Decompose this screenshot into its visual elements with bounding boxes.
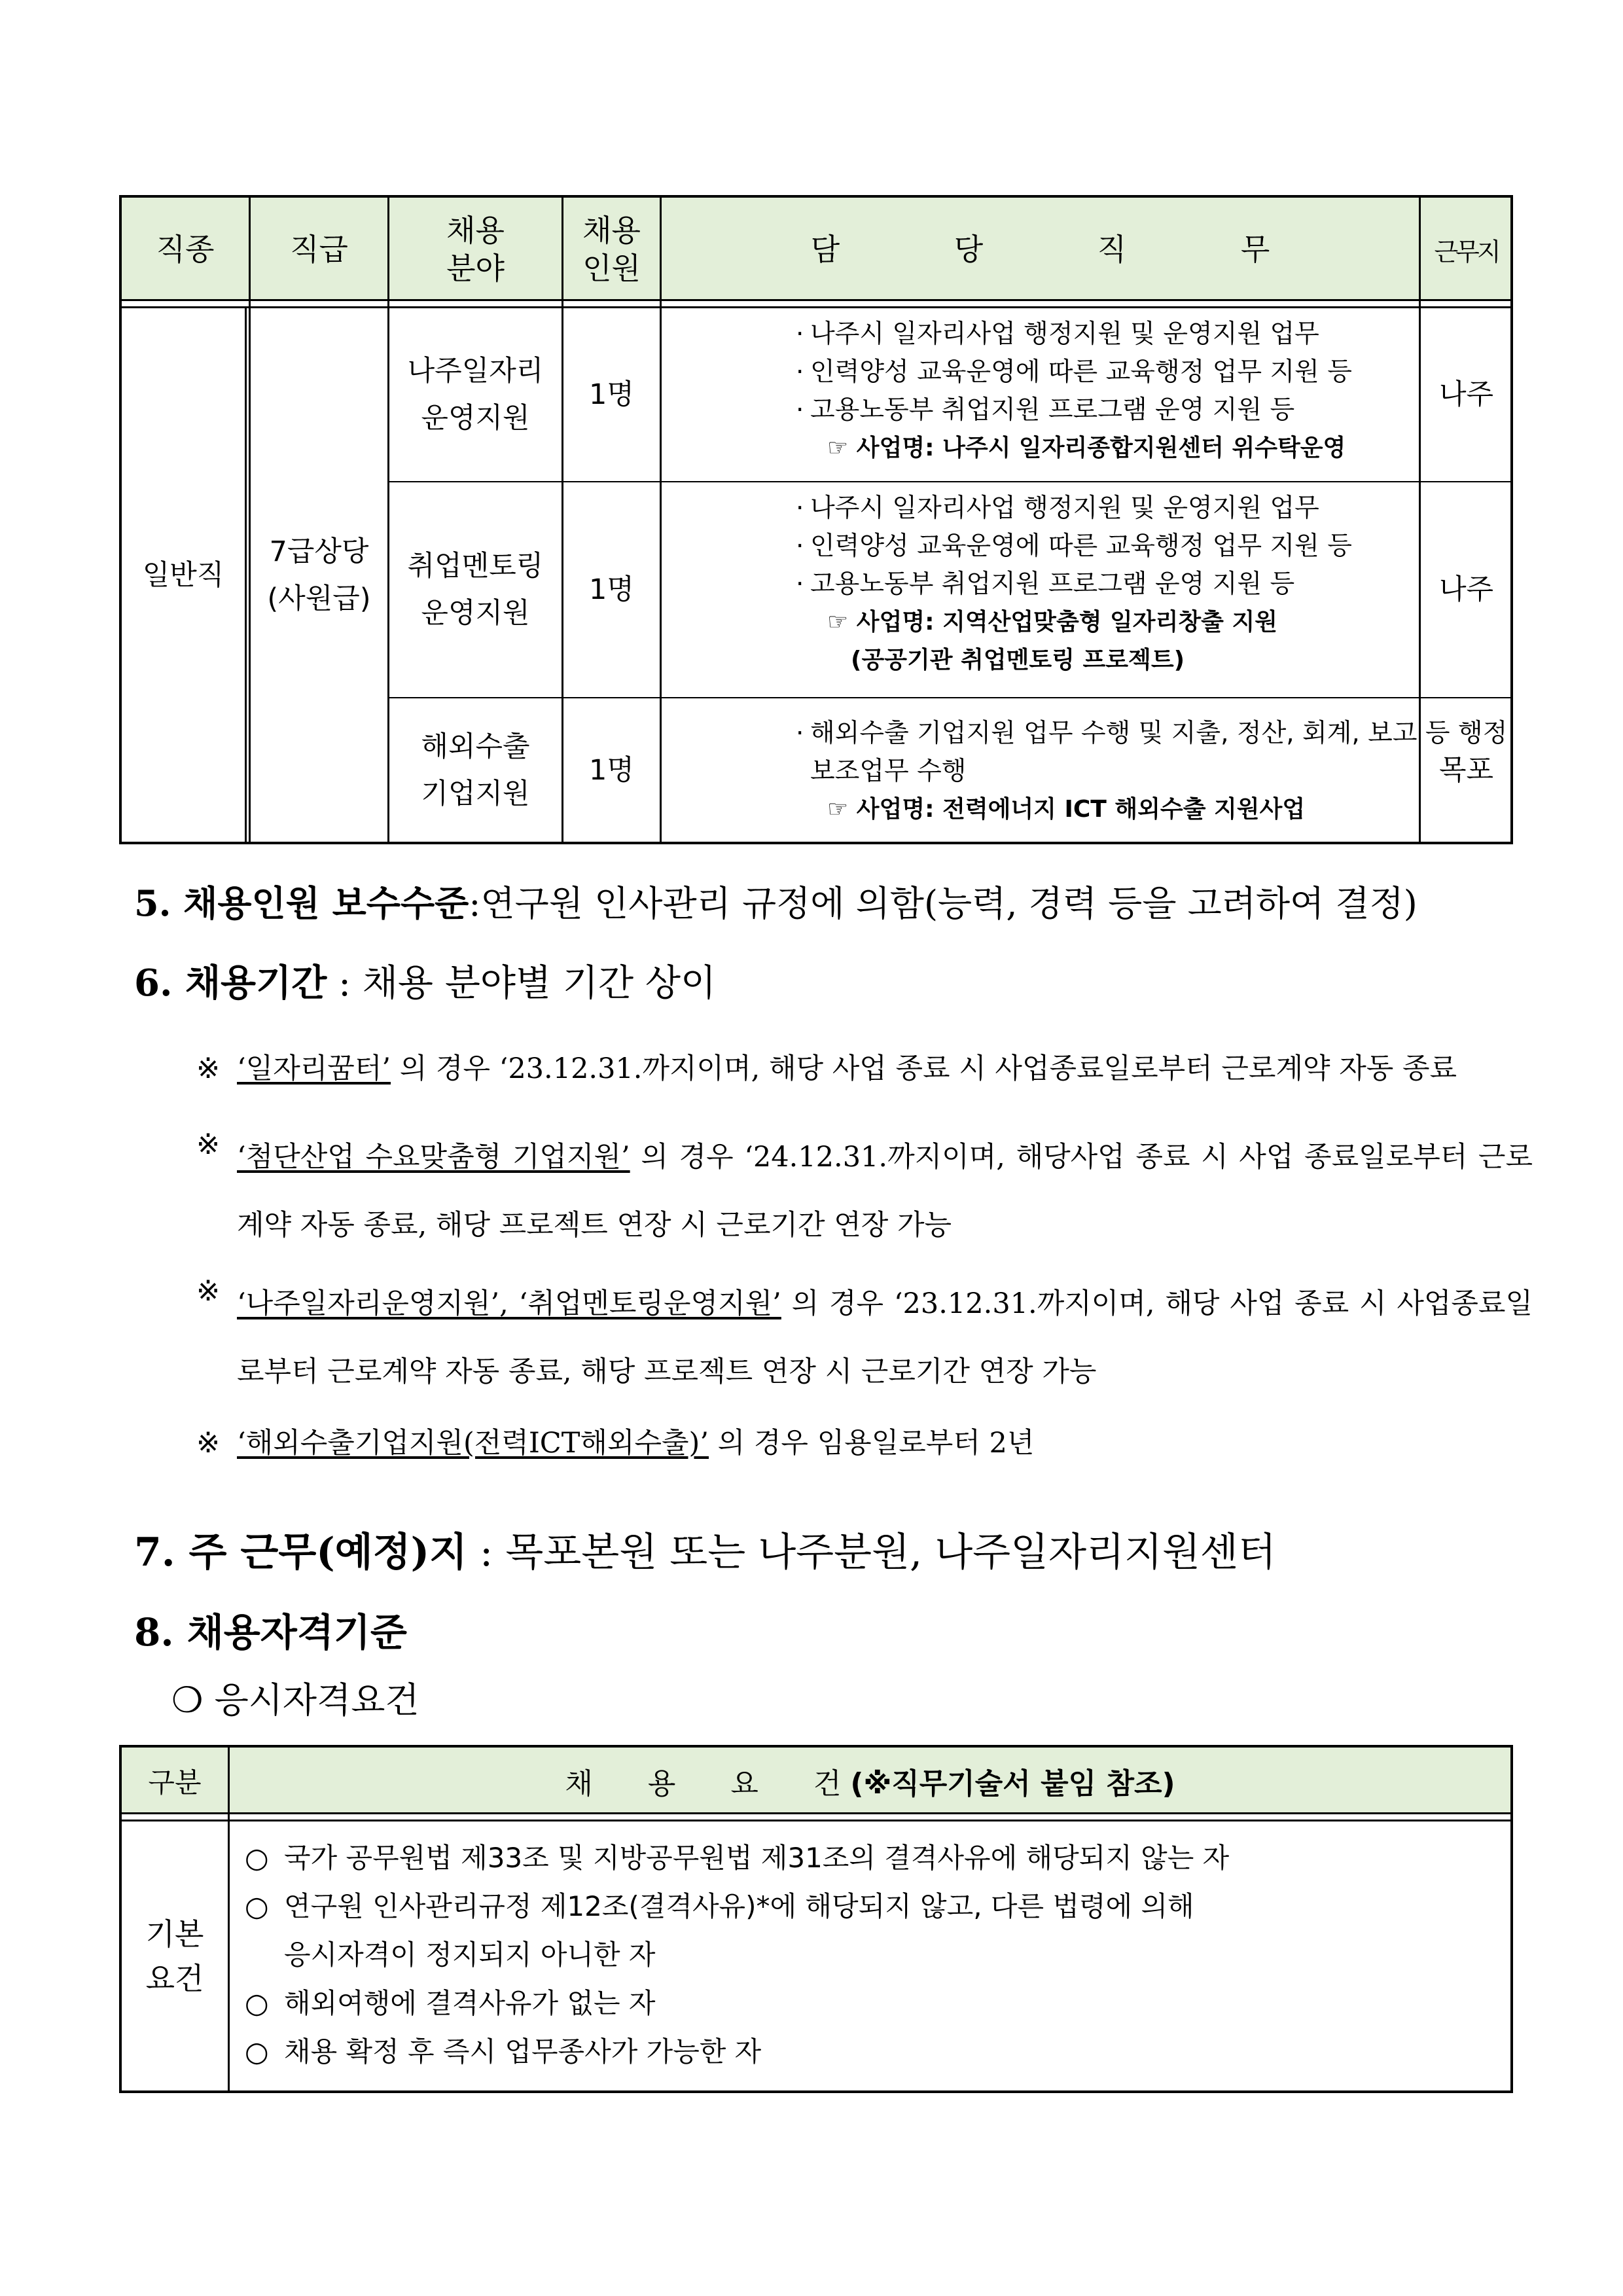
note-mark: ※ [196, 1128, 221, 1161]
field-cell: 나주일자리 운영지원 [407, 355, 544, 435]
category-cell: 기본 요건 [145, 1916, 204, 1996]
note-mark: ※ [196, 1427, 221, 1460]
header-grade: 직급 [290, 232, 348, 267]
header-location: 근무지 [1434, 237, 1499, 266]
business-name-cont: (공공기관 취업멘토링 프로젝트) [851, 647, 1185, 673]
section-6-title: 6. 채용기간 [134, 961, 327, 1005]
note-text: 의 경우 ‘23.12.31.까지이며, 해당 사업 종료 시 사업종료일로부터 근로계약 자동 종료 [399, 1052, 1457, 1085]
col-double-rule [245, 306, 247, 842]
section-8-title: 8. 채용자격기준 [134, 1610, 407, 1655]
section-5-text: :연구원 인사관리 규정에 의함(능력, 경력 등을 고려하여 결정) [469, 883, 1418, 924]
location-cell: 나주 [1438, 378, 1494, 411]
grade-cell: 7급상당 (사원급) [267, 535, 371, 615]
business-name: ☞ 사업명: 나주시 일자리종합지원센터 위수탁운영 [827, 435, 1346, 461]
location-cell: 목포 [1438, 753, 1494, 787]
requirement-text: 응시자격이 정지되지 아니한 자 [284, 1939, 656, 1971]
note-mark: ※ [196, 1275, 221, 1308]
requirements-list [245, 1834, 1488, 2076]
field-cell: 취업멘토링 운영지원 [407, 550, 544, 630]
header-job-type: 직종 [156, 232, 215, 267]
headcount-cell: 1명 [589, 378, 634, 411]
header-category: 구분 [148, 1767, 202, 1799]
header-requirements: 채 용 요 건 [565, 1767, 842, 1801]
duty-item: · 고용노동부 취업지원 프로그램 운영 지원 등 [796, 391, 1545, 429]
section-6-text: : 채용 분야별 기간 상이 [338, 962, 717, 1005]
header-double-rule [122, 1820, 1510, 1821]
bullet: ○ [245, 2036, 269, 2068]
bullet: ○ [245, 1987, 269, 2019]
requirements-table [119, 1745, 1513, 2093]
duty-item: · 나주시 일자리사업 행정지원 및 운영지원 업무 [796, 315, 1545, 353]
field-cell: 해외수출 기업지원 [421, 730, 530, 810]
headcount-cell: 1명 [589, 753, 634, 787]
requirement-text: 연구원 인사관리규정 제12조(결격사유)*에 해당되지 않고, 다른 법령에 의해 [284, 1890, 1194, 1922]
section-7 [134, 1529, 1276, 1576]
duty-item: · 인력양성 교육운영에 따른 교육행정 업무 지원 등 [796, 528, 1545, 565]
header-requirements-note: (※직무기술서 붙임 참조) [850, 1767, 1175, 1801]
duty-item: · 나주시 일자리사업 행정지원 및 운영지원 업무 [796, 490, 1545, 528]
business-name: ☞ 사업명: 전력에너지 ICT 해외수출 지원사업 [827, 796, 1306, 823]
header-duties: 담 당 직 무 [810, 232, 1303, 267]
note-quote: ‘해외수출기업지원(전력ICT해외수출)’ [237, 1427, 709, 1460]
note-mark: ※ [196, 1052, 221, 1085]
requirement-text: 채용 확정 후 즉시 업무종사가 가능한 자 [284, 2036, 762, 2068]
note-quote: ‘일자리꿈터’ [237, 1052, 391, 1085]
note-quote: ‘나주일자리운영지원’, ‘취업멘토링운영지원’ [237, 1287, 781, 1320]
requirement-item [245, 2028, 1488, 2076]
duty-item: · 고용노동부 취업지원 프로그램 운영 지원 등 [796, 565, 1545, 603]
requirement-item-cont [245, 1931, 1488, 1979]
business-name: ☞ 사업명: 지역산업맞춤형 일자리창출 지원 [827, 609, 1277, 636]
bullet: ○ [245, 1890, 269, 1922]
section-8 [134, 1609, 407, 1656]
headcount-cell: 1명 [589, 573, 634, 606]
note-text: 의 경우 ‘23.12.31.까지이며, 해당 사업 종료 시 사업종료일로부터 근로계약 자동 종료, 해당 프로젝트 연장 시 근로기간 연장 가능 [237, 1287, 1533, 1388]
requirement-text: 국가 공무원법 제33조 및 지방공무원법 제31조의 결격사유에 해당되지 않는 자 [284, 1842, 1230, 1874]
recruitment-table [119, 195, 1513, 844]
duty-item: · 인력양성 교육운영에 따른 교육행정 업무 지원 등 [796, 353, 1545, 391]
bullet: ○ [245, 1842, 269, 1874]
requirement-item [245, 1882, 1488, 1931]
section-5 [134, 880, 1418, 927]
requirement-item [245, 1979, 1488, 2028]
note-quote: ‘첨단산업 수요맞춤형 기업지원’ [237, 1141, 630, 1174]
header-headcount: 채용 인원 [582, 213, 641, 286]
requirement-item [245, 1834, 1488, 1882]
note-text: 의 경우 ‘24.12.31.까지이며, 해당사업 종료 시 사업 종료일로부터 근로계약 자동 종료, 해당 프로젝트 연장 시 근로기간 연장 가능 [237, 1141, 1533, 1242]
section-8-sub: ❍ 응시자격요건 [171, 1679, 419, 1721]
requirement-text: 해외여행에 결격사유가 없는 자 [284, 1987, 656, 2019]
header-field: 채용 분야 [446, 213, 505, 286]
job-type-cell: 일반직 [142, 558, 224, 592]
duty-item: · 해외수출 기업지원 업무 수행 및 지출, 정산, 회계, 보고 등 행정 보조업무 수행 [796, 715, 1542, 791]
section-5-title: 5. 채용인원 보수수준 [134, 882, 469, 924]
section-6 [134, 960, 716, 1007]
location-cell: 나주 [1438, 573, 1494, 606]
section-7-text: : 목포본원 또는 나주분원, 나주일자리지원센터 [480, 1530, 1276, 1575]
section-7-title: 7. 주 근무(예정)지 [134, 1530, 467, 1575]
note-text: 의 경우 임용일로부터 2년 [717, 1427, 1035, 1460]
